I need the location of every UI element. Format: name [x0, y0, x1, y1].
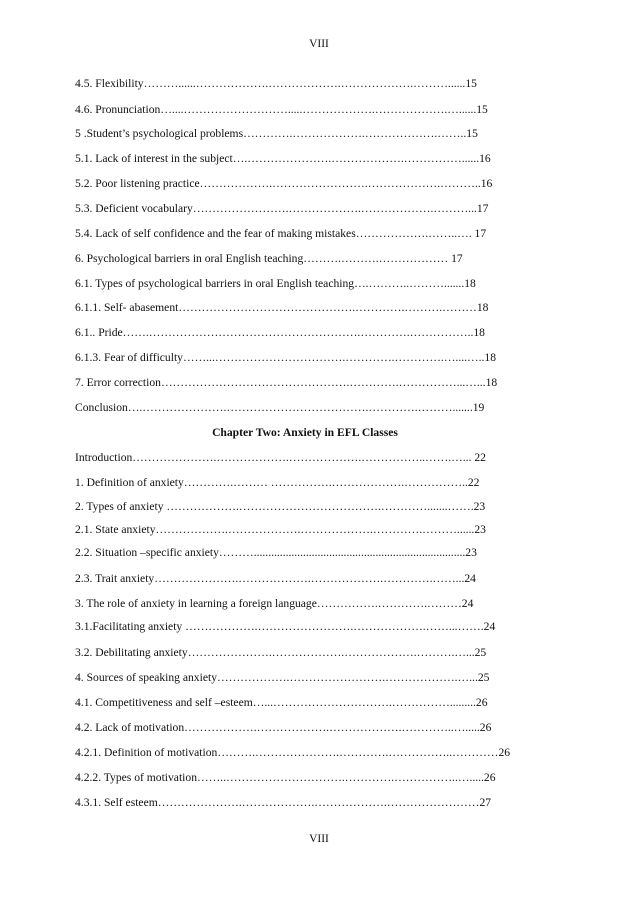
toc-entry: 4.2.1. Definition of motivation……….………………….………….……………..…………26	[75, 746, 511, 759]
toc-entry: 2.3. Trait anxiety………………….……………….……………….………….……...24	[75, 572, 476, 585]
toc-entry: 5.2. Poor listening practice……………….…………………….……………….………..16	[75, 177, 493, 190]
toc-entry: 6.1.. Pride…….……………………………………………….………….……………..18	[75, 326, 485, 339]
toc-entry: 5.3. Deficient vocabulary…………………….……………….……………….………...17	[75, 202, 489, 215]
toc-entry: 4.3.1. Self esteem………………….……………….……………….……………………27	[75, 796, 492, 809]
toc-entry: 4.2.2. Types of motivation……..………………………….………….……………..….....26	[75, 771, 496, 784]
toc-entry: Introduction………………….……………….……………….……………..…….…... 22	[75, 451, 486, 464]
chapter-heading: Chapter Two: Anxiety in EFL Classes	[212, 426, 398, 439]
toc-entry: 4.5. Flexibility………......……………….……………….……………….………......15	[75, 77, 477, 90]
toc-entry: 3.2. Debilitating anxiety………………….……………….……………….……….…...25	[75, 646, 487, 659]
toc-entry: 6.1.1. Self- abasement……………………………………….………….……….………18	[75, 301, 489, 314]
toc-entry: 4.2. Lack of motivation……………….……………….……………….…………..….....26	[75, 721, 492, 734]
toc-entry: 4. Sources of speaking anxiety……………….…………………….……………….…...25	[75, 671, 490, 684]
toc-entry: 2.1. State anxiety……………….……………….……………….………….………......23	[75, 523, 486, 536]
toc-entry: 6.1. Types of psychological barriers in oral English teaching….………..……….......18	[75, 277, 476, 290]
toc-entry: 5 .Student’s psychological problems………….……………….……………….……..15	[75, 127, 478, 140]
toc-entry: 2.2. Situation –specific anxiety……….........................................................................23	[75, 546, 477, 559]
toc-entry: 6. Psychological barriers in oral English teaching……….……….……………… 17	[75, 252, 463, 265]
toc-entry: 5.1. Lack of interest in the subject….………………….……………….……………......16	[75, 152, 491, 165]
toc-entry: 4.1. Competitiveness and self –esteem…...………………………….…………….........26	[75, 696, 488, 709]
toc-entry: 4.6. Pronunciation…....……………………….....……………….……………….…......15	[75, 103, 488, 116]
toc-entry: 6.1.3. Fear of difficulty……...…………………………….………….………….…....…..18	[75, 351, 497, 364]
toc-entry: Conclusion….………………….……………………………….………….……….......19	[75, 401, 485, 414]
page-number-top: VIII	[309, 38, 329, 50]
toc-entry: 3.1.Facilitating anxiety ……………….…………………….……………….……...…….24	[75, 620, 496, 633]
toc-entry: 5.4. Lack of self confidence and the fear of making mistakes……………….……..…. 17	[75, 227, 487, 240]
page-number-bottom: VIII	[309, 833, 329, 845]
toc-entry: 1. Definition of anxiety………….……… …………….……………….……………..22	[75, 476, 480, 489]
toc-entry: 3. The role of anxiety in learning a foreign language…………….………….………24	[75, 597, 474, 610]
toc-entry: 7. Error correction………………………………………….………….……………...…...18	[75, 376, 498, 389]
toc-entry: 2. Types of anxiety ……………….……………………………….………….......…….23	[75, 500, 486, 513]
